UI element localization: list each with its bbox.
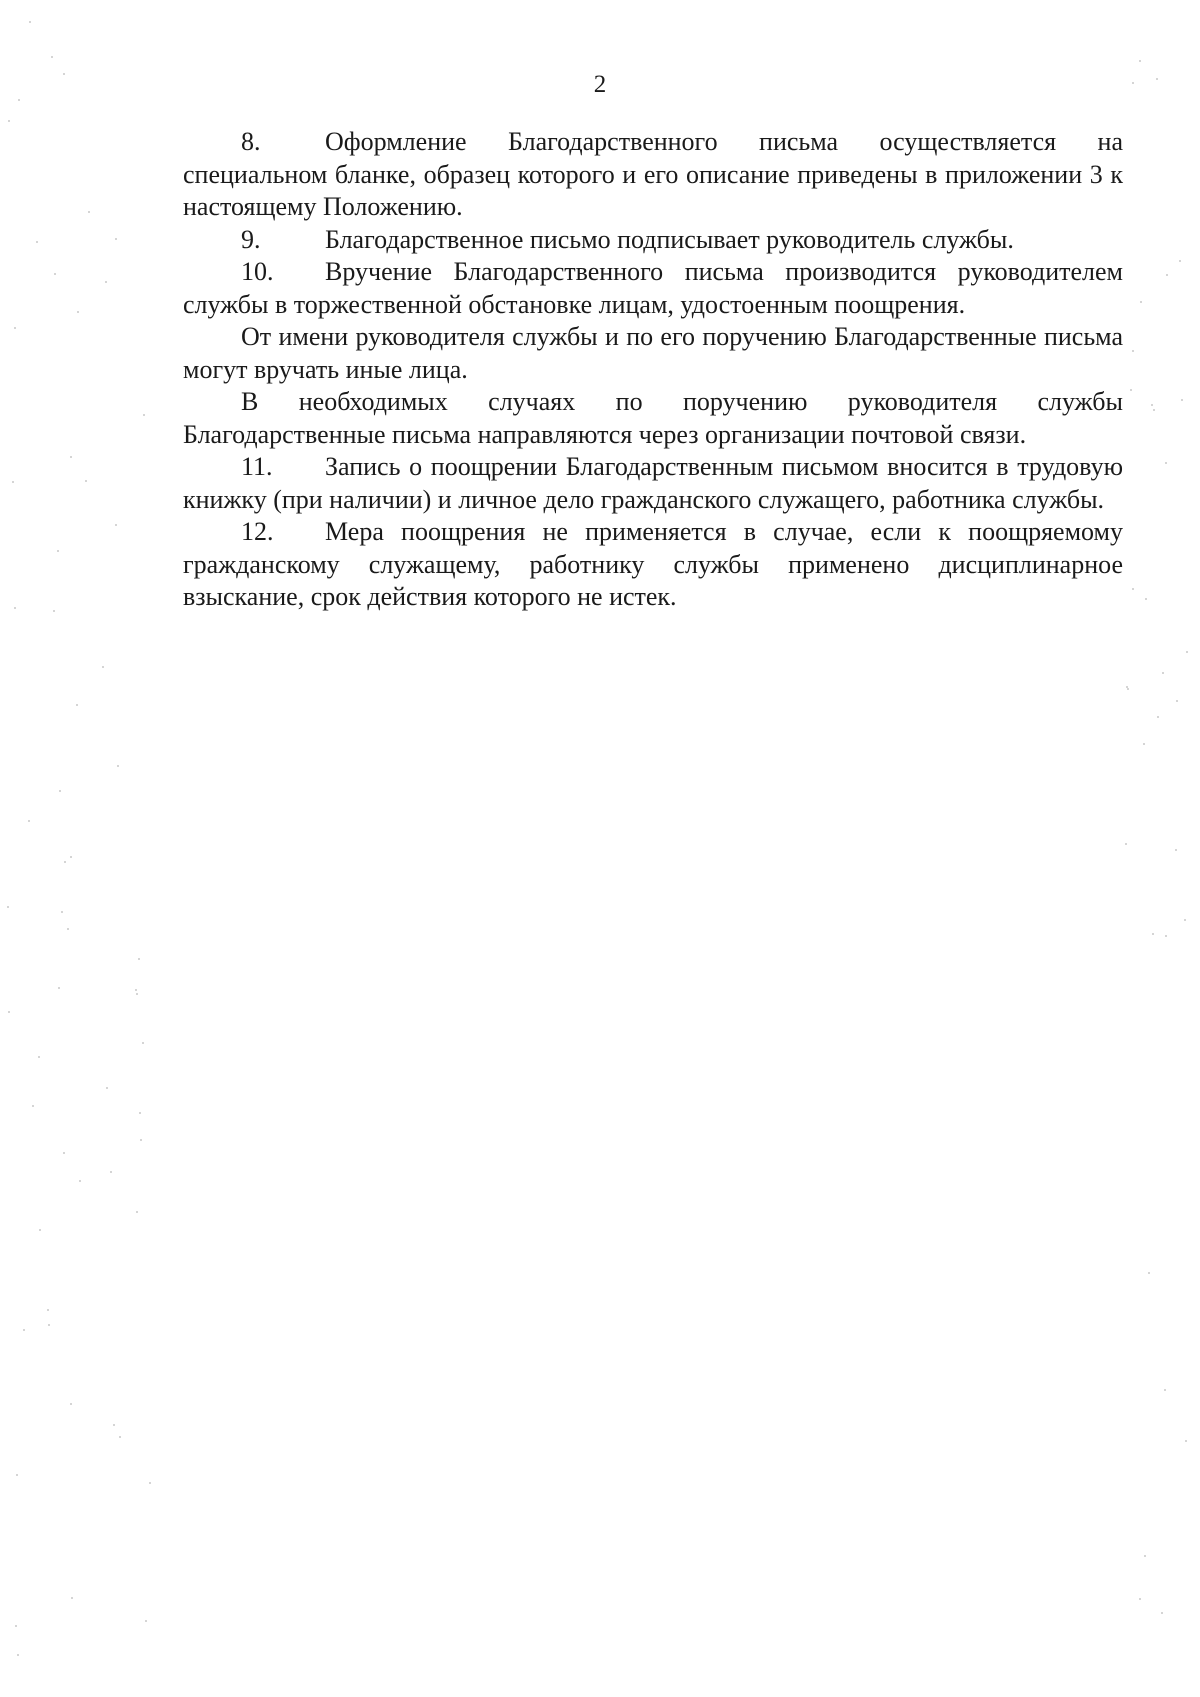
paragraph-number: 10. (241, 257, 274, 286)
scan-speckle (143, 414, 145, 416)
scan-speckle (1162, 672, 1164, 674)
paragraph-text: Мера поощрения не применяется в случае, если к поощряемому гражданскому служащему, работнику службы применено дисциплинарное взыскание, срок действия которого не истек. (183, 517, 1123, 611)
scan-speckle (38, 1056, 40, 1058)
paragraph-text: В необходимых случаях по поручению руководителя службы Благодарственные письма направляются через организации почтовой связи. (183, 387, 1123, 449)
scan-speckle (1185, 1440, 1187, 1442)
scan-speckle (149, 1482, 151, 1484)
scan-speckle (138, 958, 140, 960)
scan-speckle (1156, 78, 1158, 80)
scan-speckle (54, 273, 56, 275)
scan-speckle (70, 1403, 72, 1405)
paragraph-text: Оформление Благодарственного письма осуществляется на специальном бланке, образец которого и его описание приведены в приложении 3 к настоящему Положению. (183, 127, 1123, 221)
scan-speckle (63, 1152, 65, 1154)
scan-speckle (18, 99, 20, 101)
scan-speckle (29, 21, 31, 23)
scan-speckle (71, 1597, 73, 1599)
scan-speckle (1153, 409, 1155, 411)
scan-speckle (1165, 462, 1167, 464)
scan-speckle (1139, 1598, 1141, 1600)
scan-speckle (145, 1620, 147, 1622)
paragraph-number: 11. (241, 452, 273, 481)
paragraph-12 (183, 516, 1123, 614)
scan-speckle (1181, 399, 1183, 401)
scan-speckle (119, 1436, 121, 1438)
scan-speckle (61, 911, 63, 913)
scan-speckle (1132, 588, 1134, 590)
page-number: 2 (593, 71, 607, 98)
scan-speckle (135, 989, 137, 991)
paragraph-text: Запись о поощрении Благодарственным письмом вносится в трудовую книжку (при наличии) и личное дело гражданского служащего, работника службы. (183, 452, 1123, 514)
scan-speckle (14, 327, 16, 329)
scan-speckle (106, 1087, 108, 1089)
paragraph-text: Вручение Благодарственного письма производится руководителем службы в торжественной обстановке лицам, удостоенным поощрения. (183, 257, 1123, 319)
scan-speckle (15, 1625, 17, 1627)
paragraph-text: От имени руководителя службы и по его поручению Благодарственные письма могут вручать иные лица. (183, 322, 1123, 384)
scan-speckle (47, 1309, 49, 1311)
paragraph-10-continued-1 (183, 321, 1123, 386)
scan-speckle (32, 1105, 34, 1107)
paragraph-10-continued-2 (183, 386, 1123, 451)
scan-speckle (16, 1474, 18, 1476)
scan-speckle (76, 704, 78, 706)
paragraph-text: Благодарственное письмо подписывает руководитель службы. (325, 224, 1014, 254)
scan-speckle (1132, 82, 1134, 84)
scan-speckle (1179, 260, 1181, 262)
scan-speckle (1151, 404, 1153, 406)
paragraph-8 (183, 126, 1123, 224)
scan-speckle (115, 238, 117, 240)
scan-speckle (117, 765, 119, 767)
scan-speckle (12, 481, 14, 483)
paragraph-number: 9. (241, 224, 261, 254)
scan-speckle (51, 56, 53, 58)
scan-speckle (59, 790, 61, 792)
document-body (183, 126, 1123, 614)
scan-speckle (115, 524, 117, 526)
scan-speckle (77, 311, 79, 313)
paragraph-number: 8. (241, 127, 261, 156)
scan-speckle (85, 480, 87, 482)
scan-speckle (64, 861, 66, 863)
scan-speckle (136, 993, 138, 995)
scan-speckle (136, 1211, 138, 1213)
scan-speckle (7, 906, 9, 908)
scan-speckle (79, 1180, 81, 1182)
scan-speckle (1132, 350, 1134, 352)
scan-speckle (1161, 1612, 1163, 1614)
scan-speckle (139, 1112, 141, 1114)
scan-speckle (1140, 301, 1142, 303)
scan-speckle (1184, 919, 1186, 921)
scan-speckle (1144, 1555, 1146, 1557)
scan-speckle (58, 987, 60, 989)
scan-speckle (105, 281, 107, 283)
scan-speckle (39, 1229, 41, 1231)
scan-speckle (14, 607, 16, 609)
scan-speckle (1175, 849, 1177, 851)
scan-speckle (28, 820, 30, 822)
scan-speckle (70, 456, 72, 458)
scan-speckle (102, 666, 104, 668)
paragraph-9 (183, 224, 1123, 257)
scan-speckle (70, 856, 72, 858)
scan-speckle (48, 1324, 50, 1326)
scan-speckle (1145, 598, 1147, 600)
scan-speckle (1127, 688, 1129, 690)
scan-speckle (8, 1011, 10, 1013)
scan-speckle (1176, 700, 1178, 702)
scan-speckle (57, 550, 59, 552)
scan-speckle (63, 73, 65, 75)
scan-speckle (36, 241, 38, 243)
scan-speckle (1186, 651, 1188, 653)
scan-speckle (142, 1042, 144, 1044)
scan-speckle (1164, 1389, 1166, 1391)
scan-speckle (17, 1654, 19, 1656)
paragraph-11 (183, 451, 1123, 516)
paragraph-10 (183, 256, 1123, 321)
scan-speckle (8, 120, 10, 122)
scan-speckle (1166, 274, 1168, 276)
scan-speckle (113, 1424, 115, 1426)
scan-speckle (67, 928, 69, 930)
scan-speckle (1165, 935, 1167, 937)
scan-speckle (1143, 743, 1145, 745)
scan-speckle (1130, 389, 1132, 391)
scan-speckle (1152, 933, 1154, 935)
paragraph-number: 12. (241, 517, 274, 546)
scan-speckle (1139, 60, 1141, 62)
scan-speckle (1125, 843, 1127, 845)
scan-speckle (1148, 1272, 1150, 1274)
scan-speckle (140, 1139, 142, 1141)
scan-speckle (88, 211, 90, 213)
scan-speckle (1157, 716, 1159, 718)
scan-speckle (23, 1329, 25, 1331)
scan-speckle (110, 1171, 112, 1173)
scan-speckle (53, 610, 55, 612)
